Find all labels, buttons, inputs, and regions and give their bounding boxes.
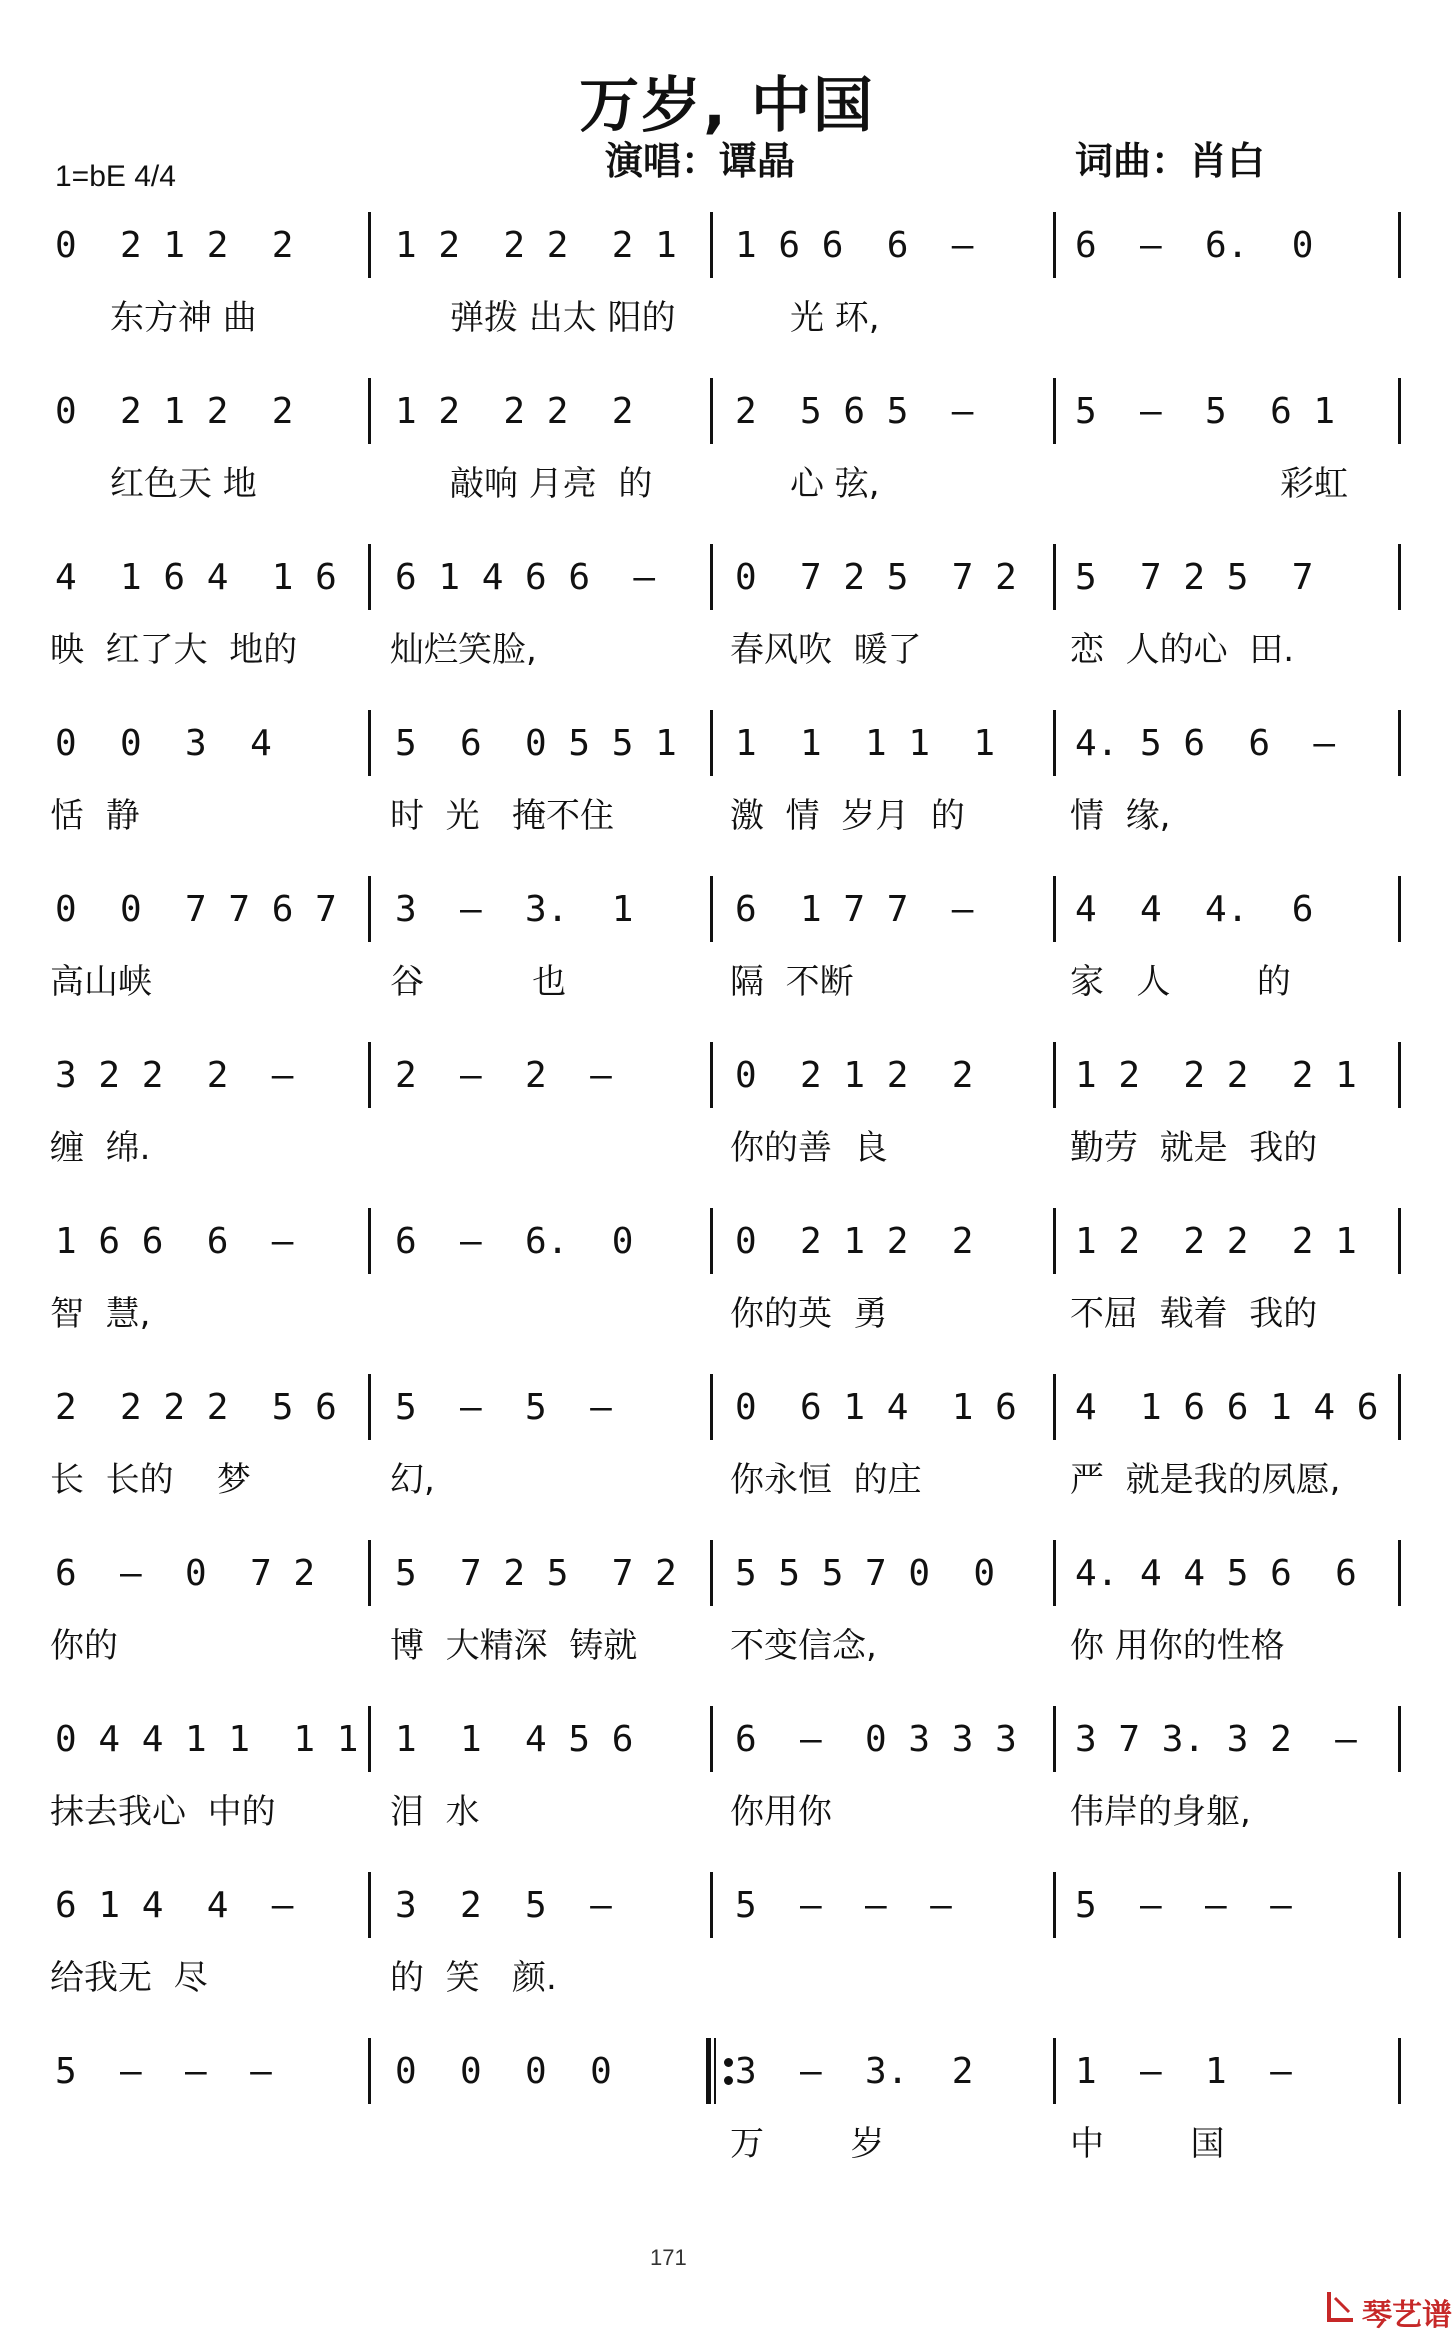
lyric-row — [0, 1452, 1454, 1502]
barline — [368, 1540, 371, 1606]
barline — [710, 876, 713, 942]
lyric-text: 不变信念, — [730, 1626, 877, 1666]
staff-row — [0, 1706, 1454, 1776]
lyric-text: 你用你 — [730, 1792, 832, 1832]
measure: 1 1 4 5 6 — [395, 1718, 634, 1760]
barline — [368, 1208, 371, 1274]
lyric-text: 的 笑 颜. — [390, 1958, 557, 1998]
measure: 3 2 5 – — [395, 1884, 612, 1926]
barline — [710, 1706, 713, 1772]
lyric-text: 映 红了大 地的 — [50, 630, 298, 670]
lyric-row — [0, 1618, 1454, 1668]
lyric-text: 给我无 尽 — [50, 1958, 208, 1998]
measure: 1 2 2 2 2 1 — [395, 224, 677, 266]
lyric-text: 万 岁 — [730, 2124, 885, 2164]
lyric-text: 不屈 载着 我的 — [1070, 1294, 1318, 1334]
lyric-text: 严 就是我的夙愿, — [1070, 1460, 1341, 1500]
barline — [710, 1872, 713, 1938]
staff-row — [0, 212, 1454, 282]
lyric-text: 彩虹 — [1280, 464, 1348, 504]
measure: 1 2 2 2 2 — [395, 390, 634, 432]
measure: 0 2 1 2 2 — [735, 1220, 974, 1262]
lyric-text: 长 长的 梦 — [50, 1460, 251, 1500]
lyric-row — [0, 1784, 1454, 1834]
barline — [368, 378, 371, 444]
measure: 0 7 2 5 7 2 — [735, 556, 1017, 598]
barline — [1053, 1706, 1056, 1772]
lyric-text: 你永恒 的庄 — [730, 1460, 922, 1500]
lyric-row — [0, 1950, 1454, 2000]
lyric-text: 你的 — [50, 1626, 118, 1666]
barline — [1053, 212, 1056, 278]
barline — [1053, 1374, 1056, 1440]
barline — [1398, 544, 1401, 610]
measure: 5 7 2 5 7 2 — [395, 1552, 677, 1594]
barline — [710, 710, 713, 776]
repeat-sign — [706, 2038, 720, 2104]
lyric-text: 灿烂笑脸, — [390, 630, 537, 670]
lyric-text: 伟岸的身躯, — [1070, 1792, 1251, 1832]
barline — [710, 1208, 713, 1274]
measure: 0 2 1 2 2 — [735, 1054, 974, 1096]
measure: 4. 5 6 6 – — [1075, 722, 1336, 764]
barline — [1398, 2038, 1401, 2104]
measure: 0 0 7 7 6 7 — [55, 888, 337, 930]
barline — [368, 710, 371, 776]
staff-row — [0, 876, 1454, 946]
barline — [1398, 1208, 1401, 1274]
staff-row — [0, 1208, 1454, 1278]
measure: 4 1 6 4 1 6 — [55, 556, 337, 598]
watermark-text: 琴艺谱 — [1362, 2298, 1452, 2333]
measure: 5 6 0 5 5 1 — [395, 722, 677, 764]
barline — [710, 212, 713, 278]
barline — [368, 1872, 371, 1938]
song-title: 万岁, 中国 — [579, 71, 875, 141]
measure: 6 1 4 6 6 – — [395, 556, 656, 598]
measure: 3 – 3. 2 — [735, 2050, 974, 2092]
measure: 6 – 0 3 3 3 — [735, 1718, 1017, 1760]
lyric-row — [0, 1286, 1454, 1336]
lyric-row — [0, 2116, 1454, 2166]
logo-icon — [1325, 2288, 1357, 2324]
lyric-text: 红色天 地 — [110, 464, 257, 504]
measure: 0 2 1 2 2 — [55, 224, 294, 266]
lyric-text: 泪 水 — [390, 1792, 480, 1832]
barline — [368, 1042, 371, 1108]
barline — [710, 1374, 713, 1440]
measure: 0 6 1 4 1 6 — [735, 1386, 1017, 1428]
page-number: 171 — [650, 2245, 687, 2270]
measure: 4 1 6 6 1 4 6 — [1075, 1386, 1379, 1428]
lyric-text: 心 弦, — [790, 464, 880, 504]
lyric-text: 家 人 的 — [1070, 962, 1291, 1002]
barline — [1398, 378, 1401, 444]
staff-row — [0, 2038, 1454, 2108]
measure: 0 2 1 2 2 — [55, 390, 294, 432]
lyric-text: 时 光 掩不住 — [390, 796, 615, 836]
measure: 4. 4 4 5 6 6 — [1075, 1552, 1357, 1594]
barline — [368, 1706, 371, 1772]
measure: 5 7 2 5 7 — [1075, 556, 1314, 598]
lyric-text: 敲响 月亮 的 — [450, 464, 653, 504]
lyric-text: 恬 静 — [50, 796, 140, 836]
lyric-row — [0, 290, 1454, 340]
staff-row — [0, 378, 1454, 448]
barline — [368, 2038, 371, 2104]
barline — [1053, 378, 1056, 444]
barline — [1398, 212, 1401, 278]
lyric-text: 勤劳 就是 我的 — [1070, 1128, 1318, 1168]
lyric-row — [0, 1120, 1454, 1170]
measure: 3 2 2 2 – — [55, 1054, 294, 1096]
lyric-text: 光 环, — [790, 298, 880, 338]
measure: 3 7 3. 3 2 – — [1075, 1718, 1357, 1760]
measure: 1 2 2 2 2 1 — [1075, 1220, 1357, 1262]
staff-row — [0, 1540, 1454, 1610]
measure: 3 – 3. 1 — [395, 888, 634, 930]
measure: 0 0 0 0 — [395, 2050, 612, 2092]
lyric-text: 高山峡 — [50, 962, 152, 1002]
barline — [1398, 1374, 1401, 1440]
singer-credit: 演唱：谭晶 — [605, 139, 796, 183]
staff-row — [0, 710, 1454, 780]
staff-row — [0, 1374, 1454, 1444]
measure: 5 – – – — [55, 2050, 272, 2092]
measure: 6 1 4 4 – — [55, 1884, 294, 1926]
barline — [1053, 1208, 1056, 1274]
barline — [1398, 876, 1401, 942]
measure: 1 6 6 6 – — [735, 224, 974, 266]
lyric-text: 博 大精深 铸就 — [390, 1626, 638, 1666]
measure: 5 – – – — [735, 1884, 952, 1926]
measure: 2 2 2 2 5 6 — [55, 1386, 337, 1428]
measure: 6 – 0 7 2 — [55, 1552, 316, 1594]
lyric-text: 你的英 勇 — [730, 1294, 888, 1334]
lyric-text: 智 慧, — [50, 1294, 151, 1334]
barline — [1053, 1872, 1056, 1938]
staff-row — [0, 1042, 1454, 1112]
measure: 1 2 2 2 2 1 — [1075, 1054, 1357, 1096]
measure: 2 5 6 5 – — [735, 390, 974, 432]
lyric-text: 激 情 岁月 的 — [730, 796, 965, 836]
barline — [1398, 1706, 1401, 1772]
lyric-text: 春风吹 暖了 — [730, 630, 922, 670]
barline — [1053, 544, 1056, 610]
staff-row — [0, 1872, 1454, 1942]
measure: 6 – 6. 0 — [395, 1220, 634, 1262]
measure: 5 – – – — [1075, 1884, 1292, 1926]
lyric-text: 谷 也 — [390, 962, 567, 1002]
barline — [1053, 876, 1056, 942]
measure: 1 6 6 6 – — [55, 1220, 294, 1262]
key-signature: 1=bE 4/4 — [55, 160, 176, 193]
barline — [368, 212, 371, 278]
barline — [1398, 1872, 1401, 1938]
measure: 6 – 6. 0 — [1075, 224, 1314, 266]
measure: 5 – 5 6 1 — [1075, 390, 1336, 432]
barline — [368, 544, 371, 610]
barline — [710, 378, 713, 444]
barline — [1053, 1540, 1056, 1606]
barline — [710, 544, 713, 610]
barline — [368, 876, 371, 942]
lyric-text: 你的善 良 — [730, 1128, 888, 1168]
barline — [1398, 1540, 1401, 1606]
lyric-text: 缠 绵. — [50, 1128, 151, 1168]
lyric-text: 隔 不断 — [730, 962, 854, 1002]
lyric-text: 弹拨 出太 阳的 — [450, 298, 676, 338]
lyric-text: 情 缘, — [1070, 796, 1171, 836]
measure: 6 1 7 7 – — [735, 888, 974, 930]
measure: 0 0 3 4 — [55, 722, 272, 764]
lyric-text: 你 用你的性格 — [1070, 1626, 1285, 1666]
lyric-row — [0, 456, 1454, 506]
measure: 1 1 1 1 1 — [735, 722, 996, 764]
lyric-text: 幻, — [390, 1460, 435, 1500]
lyric-text: 恋 人的心 田. — [1070, 630, 1295, 670]
composer-credit: 词曲：肖白 — [1075, 139, 1266, 183]
measure: 5 – 5 – — [395, 1386, 612, 1428]
measure: 5 5 5 7 0 0 — [735, 1552, 996, 1594]
barline — [710, 1042, 713, 1108]
barline — [1398, 710, 1401, 776]
lyric-text: 中 国 — [1070, 2124, 1225, 2164]
lyric-row — [0, 954, 1454, 1004]
barline — [1398, 1042, 1401, 1108]
measure: 0 4 4 1 1 1 1 — [55, 1718, 359, 1760]
lyric-row — [0, 788, 1454, 838]
barline — [710, 1540, 713, 1606]
barline — [1053, 2038, 1056, 2104]
staff-row — [0, 544, 1454, 614]
barline — [1053, 710, 1056, 776]
lyric-text: 抹去我心 中的 — [50, 1792, 276, 1832]
measure: 2 – 2 – — [395, 1054, 612, 1096]
measure: 1 – 1 – — [1075, 2050, 1292, 2092]
barline — [1053, 1042, 1056, 1108]
barline — [368, 1374, 371, 1440]
lyric-text: 东方神 曲 — [110, 298, 257, 338]
measure: 4 4 4. 6 — [1075, 888, 1314, 930]
lyric-row — [0, 622, 1454, 672]
